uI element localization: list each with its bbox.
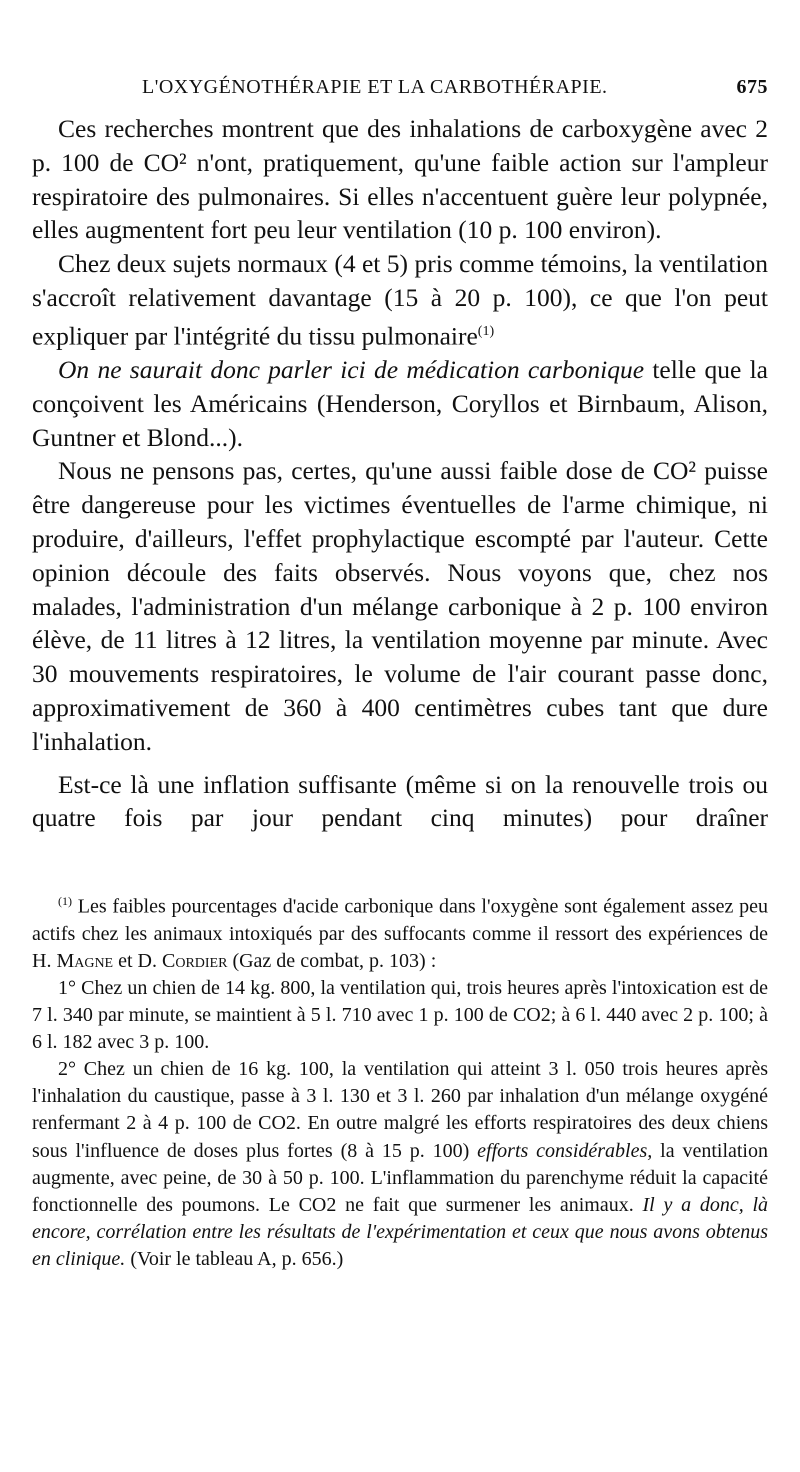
body-text — [32, 112, 768, 835]
paragraph-3-text: telle que la conçoivent les Américains (Henderson, Coryllos et Birnbaum, Alison, Guntner et Blond...). — [32, 355, 768, 452]
paragraph-2-text: Chez deux sujets normaux (4 et 5) pris comme témoins, la ventilation s'accroît relativement davantage (15 à 20 p. 100), ce que l'on peut expliquer par l'intégrité du tissu pulmonaire — [32, 249, 768, 351]
paragraph-4: Nous ne pensons pas, certes, qu'une aussi faible dose de CO² puisse être dangereuse pour les victimes éventuelles de l'arme chimique, ni produire, d'ailleurs, l'effet prophylactique escompté par l'auteur. Cette opinion découle des faits observés. Nous voyons que, chez nos malades, l'administration d'un mélange carbonique à 2 p. 100 environ élève, de 11 litres à 12 litres, la ventilation moyenne par minute. Avec 30 mouvements respiratoires, le volume de l'air courant passe donc, approximativement de 360 à 400 centimètres cubes tant que dure l'inhalation. — [32, 456, 768, 756]
footnote-marker: (1) — [58, 894, 72, 908]
footnote-item-2-text-c: (Voir le tableau A, p. 656.) — [125, 1247, 344, 1270]
paragraph-5: Est-ce là une inflation suffisante (même si on la renouvelle trois ou quatre fois par jour pendant cinq minutes) pour draîner — [32, 769, 768, 833]
paragraph-3-italic: On ne saurait donc parler ici de médication carbonique — [58, 355, 645, 385]
footnote-author-2: D. Cordier — [137, 949, 228, 972]
paragraph-2 — [32, 247, 768, 353]
running-title: L'OXYGÉNOTHÉRAPIE ET LA CARBOTHÉRAPIE. — [142, 76, 608, 98]
footnote-item-2-text-a: 2° Chez un chien de 16 kg. 100, la ventilation qui atteint 3 l. 050 trois heures après l'inhalation du caustique, passe à 3 l. 130 et 3 l. 260 par inhalation d'un mélange oxygéné renfermant 2 à 4 p. 100 de CO2. En outre malgré les efforts respiratoires des deux chiens sous l'influence de doses plus fortes (8 à 15 p. 100) — [32, 1058, 768, 1162]
footnote-item-2-italic: efforts considérables, — [477, 1139, 653, 1162]
footnote-reference: (1) — [477, 323, 495, 339]
footnote-intro-end: (Gaz de combat, p. 103) : — [227, 949, 437, 972]
footnote-1 — [32, 888, 768, 975]
footnote-item-2-italic-2: Il y a donc, là encore, corrélation entre les résultats de l'expérimentation et ceux que nous avons obtenus en clinique. — [32, 1193, 769, 1270]
footnote-item-2-text-b: la ventilation augmente, avec peine, de 30 à 50 p. 100. L'inflammation du parenchyme réduit la capacité fonctionnelle des poumons. Le CO2 ne fait que surmener les animaux. — [32, 1139, 768, 1216]
footnote-item-2 — [32, 1056, 768, 1273]
footnote-author-1: H. Magne — [32, 949, 114, 972]
footnotes — [32, 888, 768, 1273]
page-number: 675 — [736, 76, 768, 98]
footnote-intro: Les faibles pourcentages d'acide carbonique dans l'oxygène sont également assez peu actifs chez les animaux intoxiqués par des suffocants comme il ressort des expériences de — [32, 895, 768, 945]
footnote-item-1: 1° Chez un chien de 14 kg. 800, la ventilation qui, trois heures après l'intoxication est de 7 l. 340 par minute, se maintient à 5 l. 710 avec 1 p. 100 de CO2; à 6 l. 440 avec 2 p. 100; à 6 l. 182 avec 3 p. 100. — [32, 976, 768, 1054]
paragraph-3 — [32, 353, 768, 454]
footnote-and: et — [113, 949, 138, 972]
running-header — [32, 76, 768, 106]
paragraph-1: Ces recherches montrent que des inhalations de carboxygène avec 2 p. 100 de CO² n'ont, pratiquement, qu'une faible action sur l'ampleur respiratoire des pulmonaires. Si elles n'accentuent guère leur polypnée, elles augmentent fort peu leur ventilation (10 p. 100 environ). — [32, 114, 768, 245]
